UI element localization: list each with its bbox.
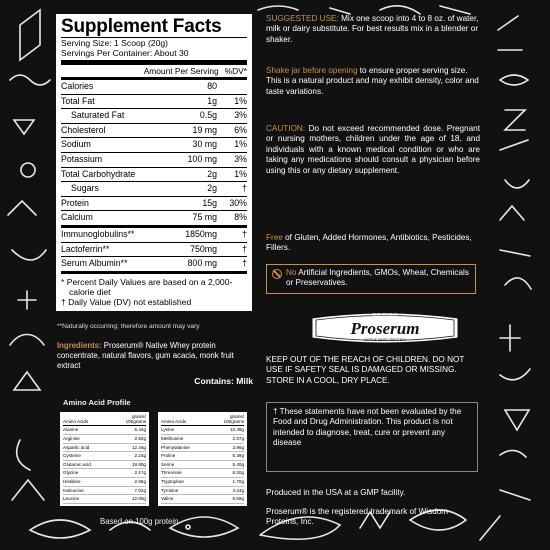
- prohibited-icon: [272, 269, 282, 279]
- amino-row: Glutamic acid 19.80g: [63, 461, 146, 470]
- allergen-statement: Contains: Milk: [194, 376, 253, 386]
- supplement-facts-panel: [56, 14, 252, 311]
- amino-table-header: Amino Acids grams/ 100grams: [63, 414, 146, 426]
- gmp-statement: Produced in the USA at a GMP facility.: [266, 488, 406, 497]
- serving-size: Serving Size: 1 Scoop (20g): [61, 38, 169, 48]
- amino-row: Isoleucine 7.02g: [63, 487, 146, 496]
- naturally-occurring-note: **Naturally occurring; therefore amount may vary: [57, 323, 200, 330]
- amino-row: Threonine 8.20g: [161, 469, 244, 478]
- nutrient-row: Serum Albumin** 800 mg †: [61, 256, 247, 271]
- facts-title: Supplement Facts: [61, 16, 222, 37]
- amino-row: Alanine 5.44g: [63, 426, 146, 435]
- ingredients-label: Ingredients:: [57, 341, 102, 350]
- amino-row: Tryptophan 1.70g: [161, 478, 244, 487]
- suggested-use-label: SUGGESTED USE:: [266, 14, 339, 23]
- amino-row: Cysteine 2.24g: [63, 452, 146, 461]
- amino-row: Phenylalanine 3.86g: [161, 444, 244, 453]
- servings-per-container: Servings Per Container: About 30: [61, 48, 189, 58]
- dagger-footnote: † Daily Value (DV) not established: [61, 296, 192, 307]
- amino-row: Proline 6.49g: [161, 452, 244, 461]
- facts-footnotes: [61, 271, 247, 307]
- amino-row: Histidine 2.06g: [63, 478, 146, 487]
- logo-tagline-bottom: NATIVE WHEY PROTEIN: [364, 338, 406, 342]
- amino-table-header: Amino Acids grams/ 100grams: [161, 414, 244, 426]
- amino-based-on-note: Based on 100g protein: [100, 517, 179, 526]
- trademark-statement: Proserum® is the registered trademark of Wisdom Proteins, Inc.: [266, 507, 449, 527]
- caution-text: CAUTION: Do not exceed recommended dose. Pregnant or nursing mothers, children under the age of 18, and individuals with a known medical condition or who are taking any medications should consult a physician before using this or any dietary supplement.: [266, 124, 480, 175]
- shake-jar-label: Shake jar before opening: [266, 66, 358, 75]
- nutrient-row: Lactoferrin** 750mg †: [61, 242, 247, 257]
- nutrient-row: Sodium 30 mg 1%: [61, 137, 247, 152]
- amount-header: Amount Per Serving: [143, 66, 219, 76]
- no-label: No: [286, 268, 297, 277]
- nutrient-row: Total Carbohydrate 2g 1%: [61, 167, 247, 182]
- suggested-use-text: SUGGESTED USE: Mix one scoop into 4 to 8 oz. of water, milk or dairy substitute. For best results mix in a blender or shaker.: [266, 14, 479, 44]
- nutrient-row: Saturated Fat 0.5g 3%: [61, 108, 247, 123]
- logo-wordmark: Proserum: [350, 319, 420, 338]
- amino-row: Glycine 2.17g: [63, 469, 146, 478]
- no-artificial-box: No Artificial Ingredients, GMOs, Wheat, Chemicals or Preservatives.: [266, 264, 476, 294]
- nutrient-row: Cholesterol 19 mg 6%: [61, 123, 247, 138]
- amino-row: Lysine 10.48g: [161, 426, 244, 435]
- free-label: Free: [266, 233, 283, 242]
- dv-footnote: * Percent Daily Values are based on a 2,000-calorie diet: [61, 276, 233, 297]
- amino-table-right: [158, 412, 247, 506]
- amount-header-row: [61, 66, 247, 77]
- ingredients-list: Proserum® Native Whey protein concentrate, natural flavors, gum acacia, monk fruit extract: [57, 341, 234, 370]
- logo-tagline-top: THE FINEST: [372, 312, 398, 317]
- amino-profile-title: Amino Acid Profile: [63, 398, 131, 407]
- nutrient-row: Calcium 75 mg 8%: [61, 210, 247, 225]
- caution-label: CAUTION:: [266, 124, 306, 133]
- child-safety-warning: KEEP OUT OF THE REACH OF CHILDREN. DO NOT USE IF SAFETY SEAL IS DAMAGED OR MISSING. STORE IN A COOL, DRY PLACE.: [266, 355, 465, 385]
- amino-row: Methionine 2.07g: [161, 435, 244, 444]
- nutrient-row: Total Fat 1g 1%: [61, 94, 247, 109]
- nutrient-row: Immunoglobulins** 1850mg †: [61, 225, 247, 242]
- dv-header: %DV*: [224, 66, 247, 76]
- fda-disclaimer-box: [266, 402, 478, 472]
- nutrient-row: Sugars 2g †: [61, 181, 247, 196]
- fda-disclaimer: † These statements have not been evaluated by the Food and Drug Administration. This product is not intended to diagnose, treat, cure or prevent any disease: [273, 407, 462, 448]
- nutrient-row: Potassium 100 mg 3%: [61, 152, 247, 167]
- free-of-text: Free of Gluten, Added Hormones, Antibiotics, Pesticides, Fillers.: [266, 233, 472, 253]
- shake-jar-text: Shake jar before opening to ensure proper serving size. This is a natural product and may exhibit density, color and taste variations.: [266, 66, 479, 96]
- amino-row: Serine 5.40g: [161, 461, 244, 470]
- nutrient-row: Calories 80: [61, 77, 247, 94]
- amino-table-left: [60, 412, 149, 506]
- amino-row: Leucine 12.00g: [63, 495, 146, 504]
- amino-row: Aspartic acid 12.44g: [63, 444, 146, 453]
- nutrient-row: Protein 15g 30%: [61, 196, 247, 211]
- proserum-logo: [308, 308, 462, 346]
- amino-row: Valine 6.69g: [161, 495, 244, 504]
- amino-row: Arginine 2.84g: [63, 435, 146, 444]
- ingredients-text: [57, 341, 253, 371]
- amino-row: Tyrosine 3.24g: [161, 487, 244, 496]
